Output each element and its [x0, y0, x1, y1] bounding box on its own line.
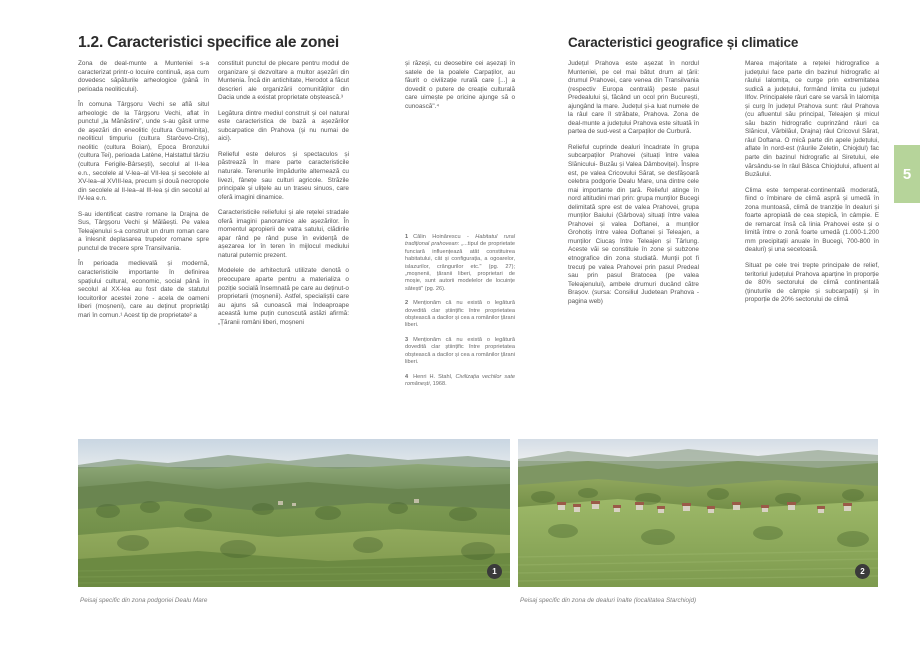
footnote-number: 2 [405, 300, 409, 307]
photo-starchiojd-graphic [518, 439, 878, 587]
paragraph: Clima este temperat-continentală moderată, fiind o îmbinare de climă aspră și umedă în zona muntoasă, climă de tranziție în dealuri și foarte apropiată de cea stepică, în câmpie. E de remarcat însă că linia Prahovei este și o limită între o zonă foarte umedă (1.000-1.200 mm precipitații anuale în Bucegi, 700-800 în dealuri) și una secetoasă. [745, 186, 879, 254]
photo-badge: 2 [855, 564, 870, 579]
footnote-item [405, 234, 515, 293]
paragraph: Caracteristicile reliefului și ale rețelei stradale oferă imagini panoramice ale așezărilor. În momentul apropierii de vatra satului, clădirile apar rând pe rând puse în evidență de așezarea lor în teren în mijlocul mediului natural puternic prezent. [218, 209, 349, 259]
footnote-text-post: : „...tipul de proprietate funciară influențează atât constituirea habitatului, cât și configurația, a ogoarelor, islazurilor, crângurilor etc." (pg. 27); „moșnenii, țăranii liberi, proprietari de moșie, sunt autorii modelelor de locuințe sătești" (pg. 26). [405, 241, 516, 292]
text-column-5 [745, 60, 879, 305]
footnote-item [405, 300, 515, 330]
footnote-number: 1 [405, 234, 409, 240]
photo-dealu-mare-graphic [78, 439, 510, 587]
footnote-item [405, 337, 515, 367]
footnote-text-italic: Habitatul rural tradițional prahovean [405, 234, 515, 248]
paragraph: Legătura dintre mediul construit și cel natural este caracteristica de bază a așezărilor subcarpatice din Prahova (și nu numai de aici). [218, 109, 349, 143]
footnotes-block [405, 234, 515, 395]
paragraph: Relieful este deluros și spectaculos și păstrează în mare parte caracteristicile naturale. Terenurile împădurite alternează cu livezi, fânețe sau culturi agricole. Străzile principale și ulițele au un traseu sinuos, care oferă imagini dinamice. [218, 150, 349, 201]
photo-dealu-mare [78, 439, 510, 587]
paragraph: Relieful cuprinde dealuri încadrate în grupa subcarpaților Prahovei (situați între valea Slănicului- Buzău și Valea Dâmboviței). Înspre est, pe valea Cricovului Sărat, se desfășoară celebra podgorie Dealu Mare, una dintre cele mai importante din țară. Relieful atinge în nord altitudini mari prin: grupa munților Bucegi delimitată spre est de valea Prahovei, grupa munților Baiului (Gârbova) situați între valea Prahovei și valea Doftanei, a munților Grohotiș între valea Doftanei și Teleajen, a munților Ciucaș între Teleajen și Tărlung. Aceste văi se constituie în zone și subzone etnografice din zona studiată. Munții pot fi trecuți pe valea Prahovei prin pasul Predeal sau prin pasul Bratocea (pe valea Teleajenului), ambele drumuri ducând către Brașov. (sursa: Consiliul Judetean Prahova - pagina web) [568, 143, 699, 305]
footnote-text-post: Menționăm că nu există o legătură dovedită clar științific între proprietatea obștească a dacilor și cea a românilor țărani liberi. [405, 300, 515, 329]
footnote-text-post: Menționăm că nu există o legătură dovedită clar științific între proprietatea obștească a dacilor și cea a românilor țărani liberi. [405, 336, 515, 366]
footnote-text-pre: Călin Hoinărescu - [413, 234, 476, 240]
section-heading-right: Caracteristici geografice și climatice [568, 35, 799, 50]
footnote-text-italic: Civilizația vechilor sate românești [405, 373, 515, 387]
paragraph: constituit punctul de plecare pentru modul de organizare și dezvoltare a multor așezări din Muntenia. Încă din antichitate, Herodot a făcut descrieri ale organizării comunităților din Dacia unde a existat proprietate obștească.³ [218, 60, 349, 102]
paragraph: Situat pe cele trei trepte principale de relief, teritoriul județului Prahova aparține în proporție de 80% sectorului de climă continentală (ținuturile de câmpie și subcarpații) și în proporție de 20% sectorului de climă [745, 262, 879, 304]
footnote-number: 3 [405, 336, 409, 343]
paragraph: S-au identificat castre romane la Drajna de Sus, Târgșoru Vechi și Mălăești. Pe valea Teleajenului s-a construit un drum roman care a înlesnit deplasarea trupelor romane spre punctul de trecere spre Transilvania. [78, 210, 209, 252]
footnote-text-post: , 1968. [429, 380, 447, 387]
text-column-4 [568, 60, 699, 306]
paragraph: Modelele de arhitectură utilizate denotă o preocupare aparte pentru a materializa o poziție socială însemnată pe care au deținut-o proprietarii (moșnenii). Astfel, specialiștii care au ajuns să cunoască mai îndeaproape această lume puțin cunoscută astăzi afirmă: „Țăranii români liberi, moșneni [218, 267, 349, 326]
section-heading-left: 1.2. Caracteristici specifice ale zonei [78, 34, 340, 51]
paragraph: Zona de deal-munte a Munteniei s-a caracterizat printr-o locuire continuă, așa cum dovedesc săpăturile arheologice (până în perioada neoliticului). [78, 60, 209, 93]
photo-caption-2: Peisaj specific din zona de dealuri înalte (localitatea Starchiojd) [520, 597, 697, 604]
text-column-1 [78, 60, 209, 320]
footnote-number: 4 [405, 373, 409, 380]
footnote-text-pre: Henri H. Stahl, [413, 373, 456, 380]
photo-badge: 1 [487, 564, 502, 579]
paragraph: și răzeși, cu deosebire cei așezați în satele de la poalele Carpaților, au făurit o civilizație rurală care [...] a dovedit o putere de creație culturală care uimește pe oricine ajunge să o cunoască".⁴ [405, 60, 515, 110]
paragraph: În comuna Târgșoru Vechi se află situl arheologic de la Târgșoru Vechi, aflat în punctul „la Mănăstire", unde s-au găsit urme de așezări din eneolitic (cultura Gumelnița), neoliticul timpuriu (cultura Starčevo-Criș), neolitic (cultura Boian), Epoca Bronzului (cultura Tei), perioada Latène, Halstattul târziu (cultura Ferigile-Bârsești), secolul al II-lea e.n., secolele al V-lea–al VII-lea și secolele al XV-lea–al XVIII-lea, precum și două necropole din secolele al II-lea–al III-lea și din secolul al IV-lea e.n. [78, 101, 209, 203]
paragraph: Marea majoritate a rețelei hidrografice a județului face parte din bazinul hidrografic al râului Ialomița, ce curge prin extremitatea sudică a județului, formând limita cu județul Ilfov. Principalele râuri care se varsă în Ialomița și curg în județul Prahova sunt: râul Prahova (cu afluentul său principal, Teleajen și micul său bazin hidrografic cuprinzând râuri ca Slănicul, Vărbilăul, Drajna) râul Cricovul Sărat, râul Doftana. O mică parte din apele județului, aflate în nord-est (râurile Zeletin, Chiojdul) fac parte din bazinul hidrografic al Siretului, ele vărsându-se în râul Bâsca Chiojdului, afluent al Buzăului. [745, 60, 879, 179]
photo-starchiojd [518, 439, 878, 587]
photo-caption-1: Peisaj specific din zona podgoriei Dealu Mare [80, 597, 208, 604]
text-column-2 [218, 60, 349, 327]
paragraph: Județul Prahova este așezat în nordul Munteniei, pe cel mai bătut drum al țării: drumul Prahovei, care venea din Transilvania (respectiv Europa centrală) peste pasul Predealului și, făcând un ocol prin București, ajungând la mare. Județul și-a luat numele de la râul care îl străbate, Prahova. Zona de deal-munte a județului Prahova este situată în partea de sud-vest a Carpaților de Curbură. [568, 60, 699, 136]
text-column-3 [405, 60, 515, 111]
page-number-tab: 5 [894, 145, 920, 203]
footnote-item [405, 374, 515, 389]
paragraph: În perioada medievală și modernă, caracteristicile importante în definirea spațiului cultural, economic, social până în secolul al XX-lea au fost date de statutul locuitorilor acestei zone - acela de oameni liberi (moșneni), care au deținut proprietăți mari în comun.¹ Acest tip de proprietate² a [78, 260, 209, 319]
